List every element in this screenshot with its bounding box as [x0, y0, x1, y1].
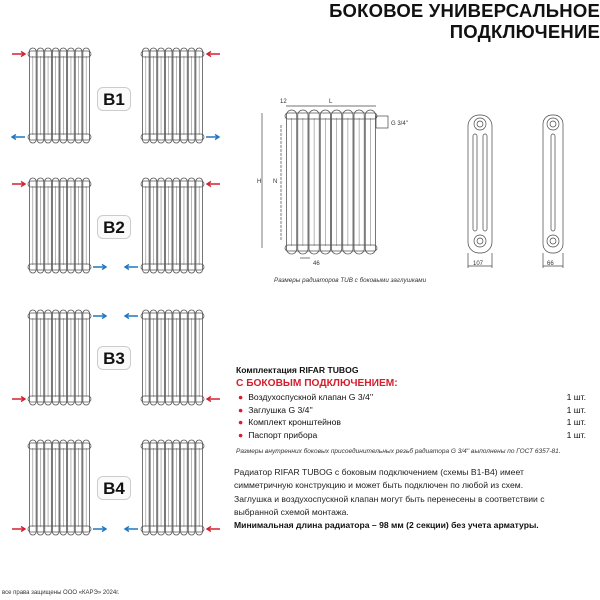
return-arrow-icon	[93, 265, 106, 270]
dim-107: 107	[473, 261, 484, 267]
side-view-2col	[543, 115, 563, 268]
return-arrow-icon	[93, 314, 106, 319]
scheme-label-b2: B2	[97, 215, 131, 239]
dimension-drawing	[250, 90, 600, 280]
return-arrow-icon	[125, 265, 138, 270]
scheme-label-b1: B1	[97, 87, 131, 111]
kit-item: ● Заглушка G 3/4'' 1 шт.	[238, 404, 586, 415]
scheme-label-b4: B4	[97, 476, 131, 500]
drawing-caption: Размеры радиаторов TUB с боковыми заглушками	[274, 277, 427, 284]
kit-section	[236, 365, 586, 455]
page-title: БОКОВОЕ УНИВЕРСАЛЬНОЕ ПОДКЛЮЧЕНИЕ	[329, 0, 600, 42]
supply-arrow-icon	[207, 527, 220, 532]
dim-thread: G 3/4''	[391, 121, 408, 127]
copyright: все права защищены ООО «КАРЭ» 2024г.	[2, 590, 120, 596]
return-arrow-icon	[206, 135, 219, 140]
supply-arrow-icon	[207, 182, 220, 187]
scheme-label-b3: B3	[97, 346, 131, 370]
return-arrow-icon	[125, 527, 138, 532]
supply-arrow-icon	[12, 52, 25, 57]
kit-subtitle: С БОКОВЫМ ПОДКЛЮЧЕНИЕМ:	[236, 378, 398, 389]
supply-arrow-icon	[12, 397, 25, 402]
supply-arrow-icon	[12, 527, 25, 532]
kit-item: ● Паспорт прибора 1 шт.	[238, 429, 586, 440]
dim-n: N	[273, 179, 278, 185]
return-arrow-icon	[125, 314, 138, 319]
dim-h: H	[257, 179, 262, 185]
dim-66: 66	[547, 261, 554, 267]
supply-arrow-icon	[207, 397, 220, 402]
supply-arrow-icon	[207, 52, 220, 57]
side-view-3col	[468, 115, 492, 268]
dim-12: 12	[280, 99, 287, 105]
kit-item: ● Комплект кронштейнов 1 шт.	[238, 417, 586, 427]
supply-arrow-icon	[12, 182, 25, 187]
kit-item: ● Воздухоспускной клапан G 3/4'' 1 шт.	[238, 392, 586, 402]
kit-note: Размеры внутренних боковых присоединительных резьб радиатора G 3/4'' выполнены по ГОСТ 6357-81.	[236, 448, 561, 455]
kit-title: Комплектация RIFAR TUBOG	[236, 365, 359, 375]
dim-l: L	[329, 99, 333, 105]
description: Радиатор RIFAR TUBOG с боковым подключением (схемы B1-B4) имеет симметричную конструкцию и может быть подключен по любой из схем. Заглушка и воздухоспускной клапан могут быть перенесены в соответствии с выбранной схемой монтажа. Минимальная длина радиатора – 98 мм (2 секции) без учета арматуры.	[234, 467, 545, 531]
return-arrow-icon	[93, 527, 106, 532]
dim-46: 46	[313, 261, 320, 267]
return-arrow-icon	[12, 135, 25, 140]
